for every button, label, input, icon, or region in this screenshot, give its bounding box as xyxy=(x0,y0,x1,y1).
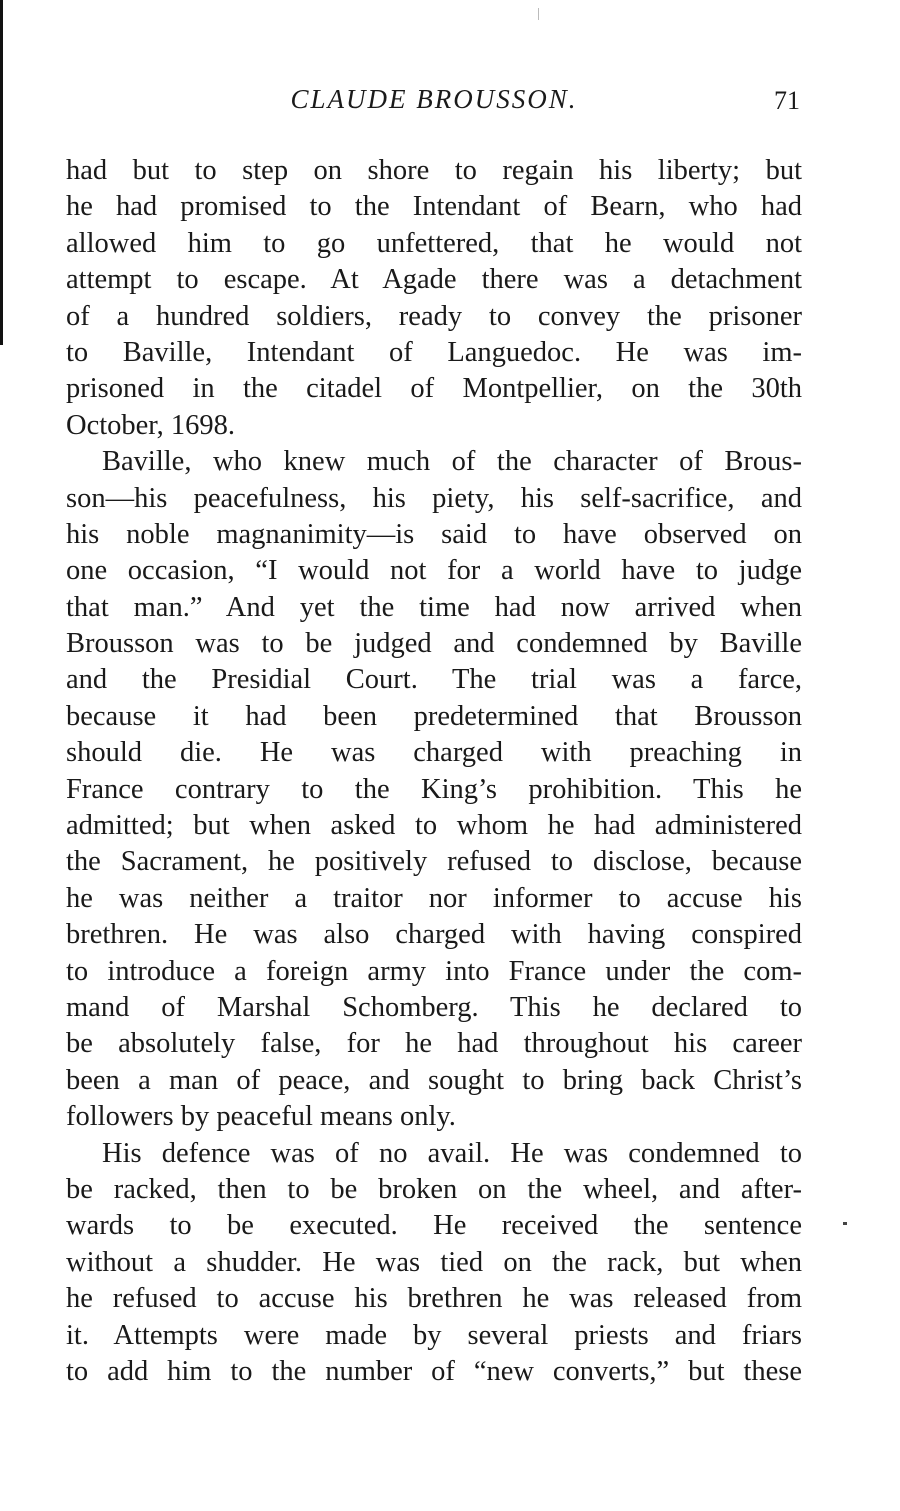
text-line: Brousson was to be judged and condemned by Baville xyxy=(66,628,802,660)
text-line: allowed him to go unfettered, that he would not xyxy=(66,227,802,259)
text-line: brethren. He was also charged with having conspired xyxy=(66,919,802,951)
text-line: he was neither a traitor nor informer to accuse his xyxy=(66,882,802,914)
text-line: it. Attempts were made by several priests and friars xyxy=(66,1319,802,1351)
text-line: His defence was of no avail. He was condemned to xyxy=(102,1137,802,1169)
text-line: followers by peaceful means only. xyxy=(66,1101,456,1133)
running-title: CLAUDE BROUSSON. xyxy=(290,84,578,114)
text-line: without a shudder. He was tied on the rack, but when xyxy=(66,1246,802,1278)
text-line: mand of Marshal Schomberg. This he declared to xyxy=(66,991,802,1023)
page-number: 71 xyxy=(774,86,800,115)
text-line: he had promised to the Intendant of Bearn, who had xyxy=(66,191,802,223)
text-line: his noble magnanimity—is said to have observed on xyxy=(66,518,802,550)
text-line: and the Presidial Court. The trial was a farce, xyxy=(66,664,802,696)
text-line: been a man of peace, and sought to bring back Christ’s xyxy=(66,1064,802,1096)
text-line: had but to step on shore to regain his liberty; but xyxy=(66,155,802,186)
text-line: be absolutely false, for he had throughout his career xyxy=(66,1028,802,1060)
text-line: to Baville, Intendant of Languedoc. He was im- xyxy=(66,336,802,368)
text-line: he refused to accuse his brethren he was released from xyxy=(66,1283,802,1315)
text-line: should die. He was charged with preaching in xyxy=(66,737,802,769)
text-line: wards to be executed. He received the sentence xyxy=(66,1210,802,1242)
text-line: France contrary to the King’s prohibition. This he xyxy=(66,773,802,805)
text-line: that man.” And yet the time had now arrived when xyxy=(66,591,802,623)
text-line: son—his peacefulness, his piety, his self-sacrifice, and xyxy=(66,482,802,514)
text-line: prisoned in the citadel of Montpellier, on the 30th xyxy=(66,373,802,405)
text-line: to introduce a foreign army into France under the com- xyxy=(66,955,802,987)
text-line: admitted; but when asked to whom he had administered xyxy=(66,810,802,842)
text-line: the Sacrament, he positively refused to disclose, because xyxy=(66,846,802,878)
text-line: to add him to the number of “new converts,” but these xyxy=(66,1355,802,1387)
text-line: be racked, then to be broken on the wheel, and after- xyxy=(66,1173,802,1205)
text-line: attempt to escape. At Agade there was a detachment xyxy=(66,264,802,296)
page-header xyxy=(66,84,802,128)
text-line: one occasion, “I would not for a world have to judge xyxy=(66,555,802,587)
text-line: Baville, who knew much of the character of Brous- xyxy=(102,446,802,478)
margin-mark xyxy=(843,1222,847,1225)
page-edge-rule xyxy=(0,0,3,345)
text-line: of a hundred soldiers, ready to convey the prisoner xyxy=(66,300,802,332)
print-speck xyxy=(538,8,539,20)
body-text xyxy=(66,153,802,1390)
text-line: October, 1698. xyxy=(66,409,236,441)
text-line: because it had been predetermined that Brousson xyxy=(66,700,802,732)
